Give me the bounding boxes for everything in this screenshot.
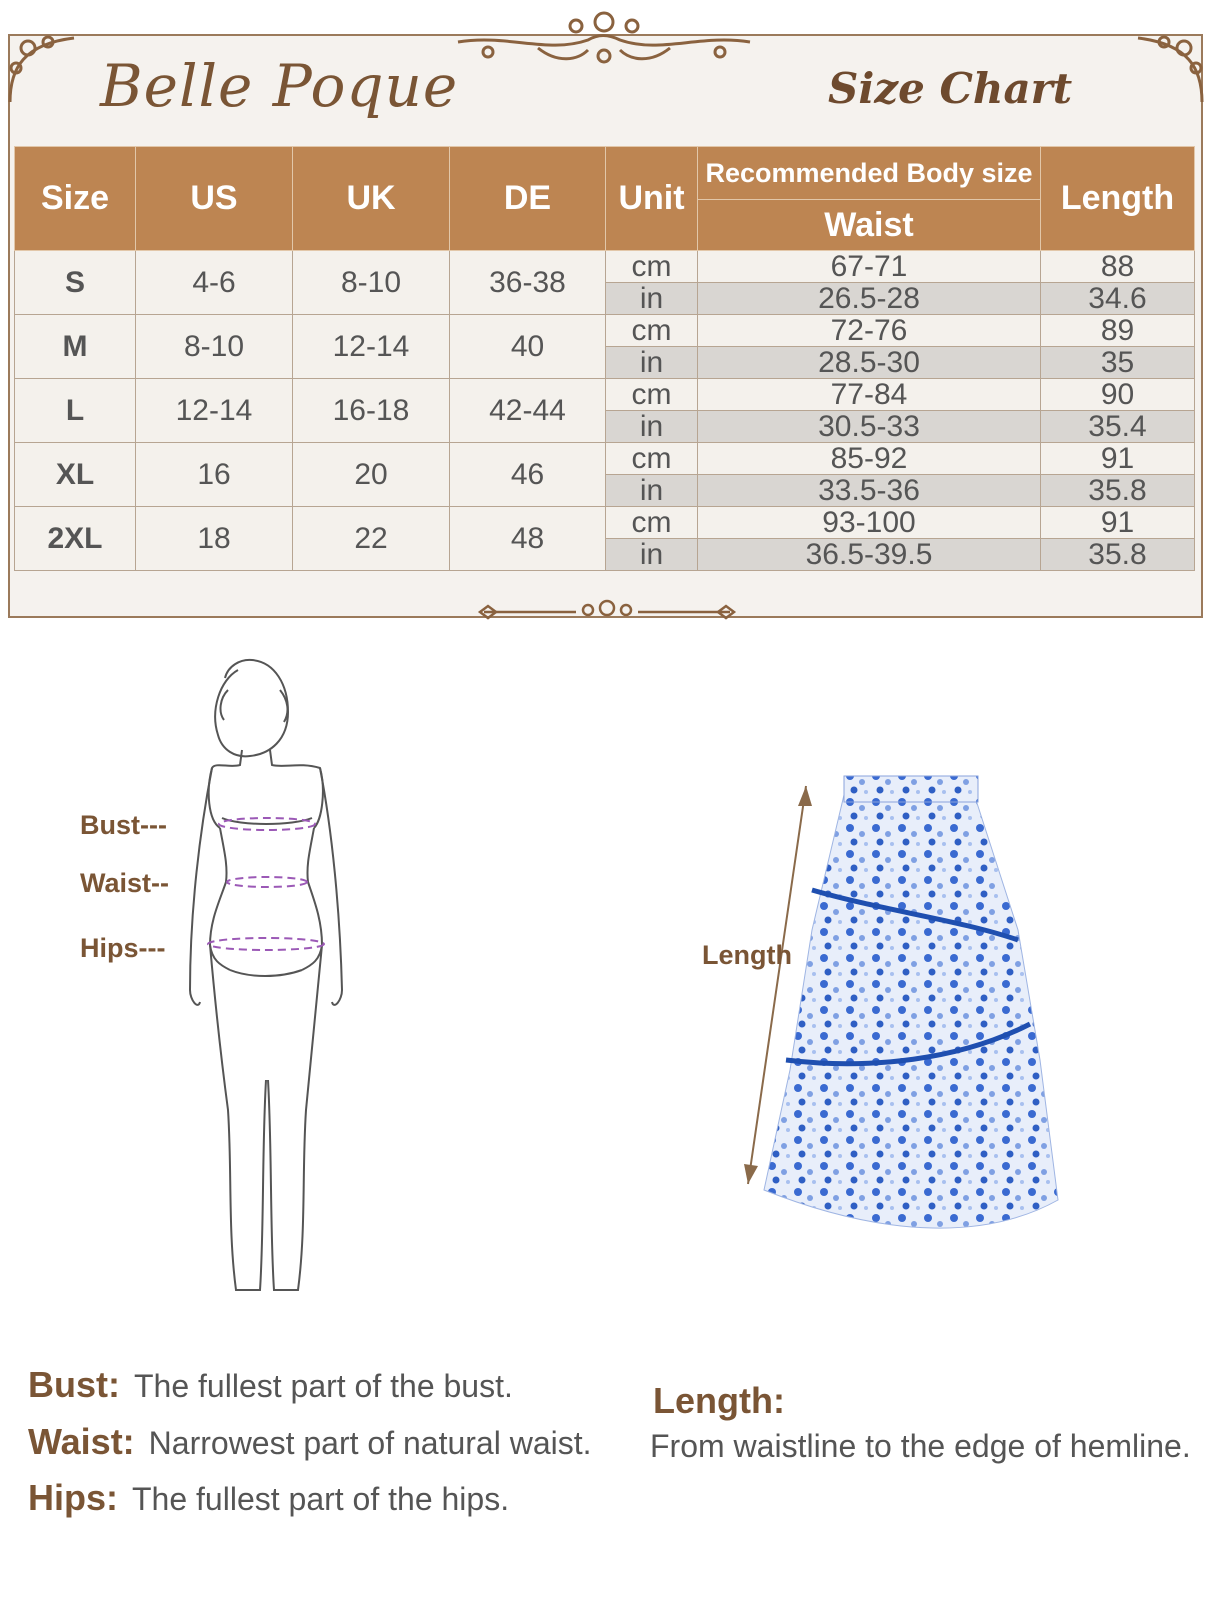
header-size: Size — [15, 147, 136, 251]
de-cell: 46 — [450, 443, 606, 507]
unit-cell: in — [606, 283, 698, 315]
length-cell: 35 — [1041, 347, 1195, 379]
brand-logo: Belle Poque — [100, 52, 459, 120]
unit-cell: cm — [606, 251, 698, 283]
header-waist: Waist — [698, 200, 1041, 251]
header-us: US — [136, 147, 293, 251]
size-cell: M — [15, 315, 136, 379]
bust-text: The fullest part of the bust. — [134, 1368, 513, 1404]
top-left-ornament — [4, 28, 84, 108]
chart-title: Size Chart — [828, 64, 1073, 113]
bottom-center-ornament — [476, 596, 738, 626]
de-cell: 42-44 — [450, 379, 606, 443]
length-cell: 34.6 — [1041, 283, 1195, 315]
unit-cell: cm — [606, 507, 698, 539]
hips-definition — [28, 1477, 509, 1519]
length-label: Length — [702, 940, 792, 970]
length-cell: 89 — [1041, 315, 1195, 347]
waist-label: Waist-- — [80, 868, 169, 898]
header-length: Length — [1041, 147, 1195, 251]
us-cell: 4-6 — [136, 251, 293, 315]
waist-cell: 28.5-30 — [698, 347, 1041, 379]
length-text: From waistline to the edge of hemline. — [650, 1428, 1191, 1464]
bust-definition — [28, 1364, 513, 1406]
hips-term: Hips: — [28, 1477, 118, 1518]
uk-cell: 22 — [293, 507, 450, 571]
uk-cell: 16-18 — [293, 379, 450, 443]
unit-cell: cm — [606, 379, 698, 411]
size-cell: XL — [15, 443, 136, 507]
waist-cell: 93-100 — [698, 507, 1041, 539]
header-unit: Unit — [606, 147, 698, 251]
waist-cell: 77-84 — [698, 379, 1041, 411]
de-cell: 40 — [450, 315, 606, 379]
length-cell: 91 — [1041, 507, 1195, 539]
waist-cell: 67-71 — [698, 251, 1041, 283]
waist-cell: 72-76 — [698, 315, 1041, 347]
waist-cell: 30.5-33 — [698, 411, 1041, 443]
unit-cell: in — [606, 539, 698, 571]
unit-cell: cm — [606, 443, 698, 475]
length-term: Length: — [653, 1380, 785, 1421]
table-row — [15, 251, 1195, 283]
table-row — [15, 315, 1195, 347]
bust-term: Bust: — [28, 1364, 120, 1405]
uk-cell: 8-10 — [293, 251, 450, 315]
us-cell: 18 — [136, 507, 293, 571]
hips-text: The fullest part of the hips. — [132, 1481, 510, 1517]
hips-label: Hips--- — [80, 933, 166, 963]
uk-cell: 12-14 — [293, 315, 450, 379]
waist-definition — [28, 1421, 592, 1463]
length-cell: 90 — [1041, 379, 1195, 411]
us-cell: 8-10 — [136, 315, 293, 379]
waist-cell: 33.5-36 — [698, 475, 1041, 507]
size-cell: S — [15, 251, 136, 315]
unit-cell: in — [606, 347, 698, 379]
unit-cell: cm — [606, 315, 698, 347]
table-row — [15, 379, 1195, 411]
header-recommended: Recommended Body size — [698, 147, 1041, 200]
unit-cell: in — [606, 411, 698, 443]
length-cell: 35.8 — [1041, 539, 1195, 571]
size-table — [14, 146, 1195, 571]
uk-cell: 20 — [293, 443, 450, 507]
waist-term: Waist: — [28, 1421, 135, 1462]
size-cell: 2XL — [15, 507, 136, 571]
waist-cell: 36.5-39.5 — [698, 539, 1041, 571]
table-row — [15, 507, 1195, 539]
us-cell: 12-14 — [136, 379, 293, 443]
top-center-ornament — [448, 4, 760, 76]
table-row — [15, 443, 1195, 475]
us-cell: 16 — [136, 443, 293, 507]
header-uk: UK — [293, 147, 450, 251]
skirt-illustration — [740, 770, 1070, 1240]
header-de: DE — [450, 147, 606, 251]
length-cell: 35.8 — [1041, 475, 1195, 507]
size-cell: L — [15, 379, 136, 443]
unit-cell: in — [606, 475, 698, 507]
waist-cell: 85-92 — [698, 443, 1041, 475]
body-measurement-figure — [180, 650, 355, 1300]
length-cell: 35.4 — [1041, 411, 1195, 443]
waist-text: Narrowest part of natural waist. — [148, 1425, 592, 1461]
de-cell: 36-38 — [450, 251, 606, 315]
top-right-ornament — [1128, 28, 1208, 108]
bust-label: Bust--- — [80, 810, 167, 840]
length-cell: 88 — [1041, 251, 1195, 283]
de-cell: 48 — [450, 507, 606, 571]
waist-cell: 26.5-28 — [698, 283, 1041, 315]
length-cell: 91 — [1041, 443, 1195, 475]
